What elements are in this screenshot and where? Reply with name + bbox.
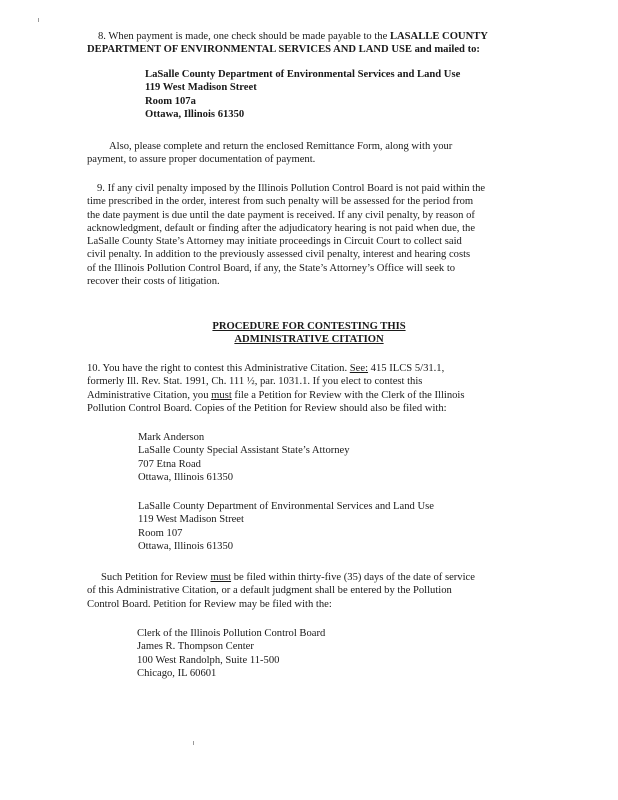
heading-line-1: PROCEDURE FOR CONTESTING THIS (212, 321, 406, 332)
para9-line: the date payment is due until the date payment is received. If any civil penalty, by reason of (87, 209, 475, 221)
para9-line: recover their costs of litigation. (87, 276, 220, 288)
must-emphasis: must (211, 389, 232, 401)
clerk-address-line: 100 West Randolph, Suite 11-500 (137, 654, 280, 666)
para9-line: of the Illinois Pollution Control Board, if any, the State’s Attorney’s Office will seek to (87, 262, 456, 274)
petition-paragraph (87, 571, 475, 611)
petition-line-1-a: Such Petition for Review (101, 572, 211, 583)
attorney-address-line: LaSalle County Special Assistant State’s Attorney (138, 445, 350, 457)
section-heading (0, 320, 618, 347)
remittance-note (87, 140, 452, 167)
remittance-line-2: payment, to assure proper documentation of payment. (87, 154, 316, 166)
clerk-address-line: Chicago, IL 60601 (137, 667, 217, 679)
paragraph-10 (87, 362, 465, 415)
scan-mark-top (38, 18, 39, 22)
department-address-line: Ottawa, Illinois 61350 (138, 540, 234, 552)
paragraph-9 (87, 182, 485, 288)
clerk-address-line: Clerk of the Illinois Pollution Control Board (137, 628, 326, 639)
heading-line-2: ADMINISTRATIVE CITATION (234, 334, 384, 346)
para9-line: LaSalle County State’s Attorney may initiate proceedings in Circuit Court to collect said (87, 236, 462, 248)
para10-line-3-a: Administrative Citation, you (87, 389, 212, 401)
payment-address-line: Room 107a (145, 95, 196, 107)
department-address (138, 500, 434, 553)
scan-mark-bottom (193, 741, 194, 745)
attorney-address-line: Mark Anderson (138, 432, 205, 443)
para9-line: civil penalty. In addition to the previously assessed civil penalty, interest and hearing costs (87, 249, 471, 261)
para9-line: 9. If any civil penalty imposed by the Illinois Pollution Control Board is not paid within the (97, 183, 486, 194)
petition-line-1-b: be filed within thirty-five (35) days of the date of service (231, 572, 475, 583)
paragraph-8 (87, 30, 488, 57)
department-address-line: Room 107 (138, 527, 183, 539)
para8-line-2: DEPARTMENT OF ENVIRONMENTAL SERVICES AND LAND USE and mailed to: (87, 44, 480, 56)
para10-line-1-a: 10. You have the right to contest this Administrative Citation. (87, 363, 350, 374)
para9-line: acknowledgment, default or finding after the adjudicatory hearing is not paid when due, the (87, 222, 476, 234)
payment-address (145, 68, 460, 121)
payment-address-line: Ottawa, Illinois 61350 (145, 108, 245, 120)
clerk-address-line: James R. Thompson Center (137, 641, 254, 653)
clerk-address (137, 627, 325, 680)
petition-line-2: of this Administrative Citation, or a default judgment shall be entered by the Pollution (87, 585, 452, 597)
remittance-line-1: Also, please complete and return the enclosed Remittance Form, along with your (109, 141, 453, 152)
payment-address-line: 119 West Madison Street (145, 82, 257, 94)
attorney-address-line: Ottawa, Illinois 61350 (138, 471, 234, 483)
para8-bold-lead: LASALLE COUNTY (389, 31, 488, 42)
attorney-address-line: 707 Etna Road (138, 458, 201, 470)
see-citation: See: (349, 363, 369, 374)
payment-address-line: LaSalle County Department of Environmental Services and Land Use (145, 69, 461, 80)
para9-line: time prescribed in the order, interest from such penalty will be assessed for the period from (87, 196, 474, 208)
department-address-line: 119 West Madison Street (138, 514, 244, 526)
department-address-line: LaSalle County Department of Environmental Services and Land Use (138, 501, 434, 512)
para10-line-2: formerly Ill. Rev. Stat. 1991, Ch. 111 ½, par. 1031.1. If you elect to contest this (87, 376, 423, 388)
para10-line-1-b: 415 ILCS 5/31.1, (368, 363, 445, 374)
must-emphasis: must (210, 572, 232, 583)
para8-line-1: 8. When payment is made, one check should be made payable to the (98, 31, 390, 42)
para10-line-4: Pollution Control Board. Copies of the Petition for Review should also be filed with: (87, 402, 447, 414)
para10-line-3-b: file a Petition for Review with the Clerk of the Illinois (231, 389, 465, 401)
attorney-address (138, 431, 350, 484)
petition-line-3: Control Board. Petition for Review may be filed with the: (87, 598, 332, 610)
